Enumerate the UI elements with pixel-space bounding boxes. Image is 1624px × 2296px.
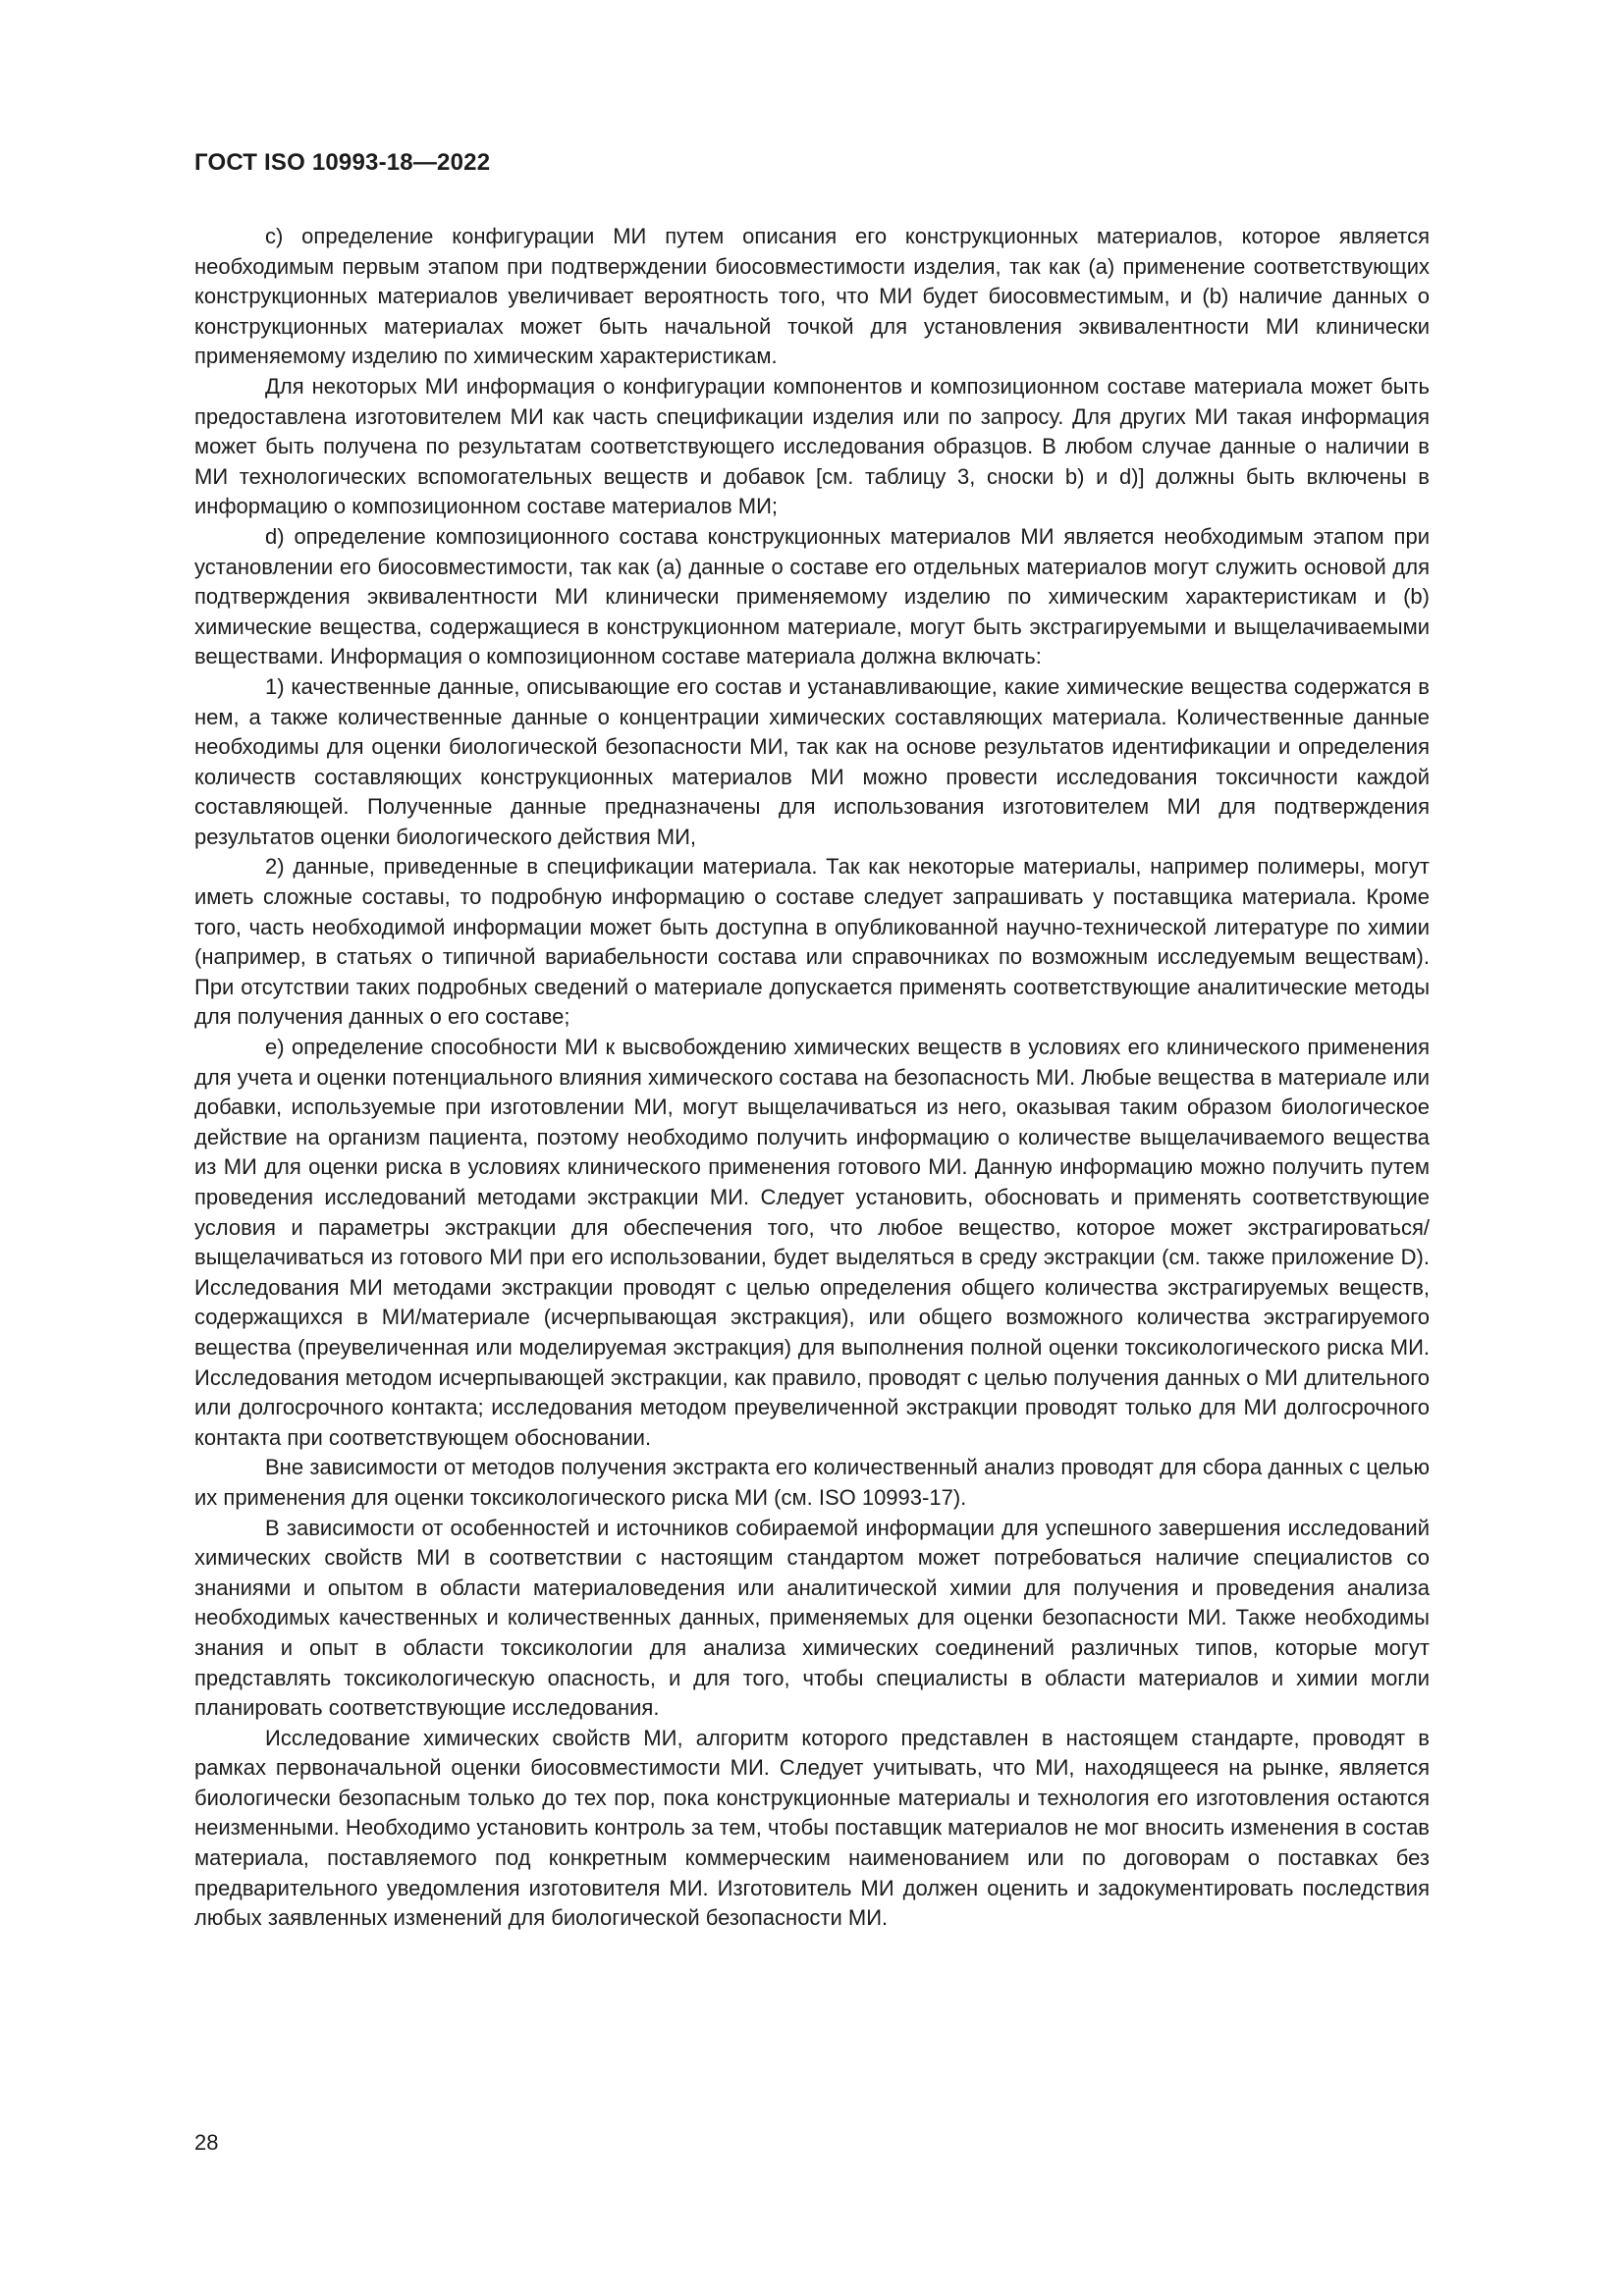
standard-header: ГОСТ ISO 10993-18—2022 bbox=[194, 149, 491, 176]
paragraph-manufacturer-info: Для некоторых МИ информация о конфигурации компонентов и композиционном составе материала может быть предоставлена изготовителем МИ как часть спецификации изделия или по запросу. Для других МИ такая информация может быть получена по результатам соответствующего исследования образцов. В любом случае данные о наличии в МИ технологических вспомогательных веществ и добавок [см. таблицу 3, сноски b) и d)] должны быть включены в информацию о композиционном составе материалов МИ; bbox=[194, 373, 1430, 519]
paragraph-subitem-2: 2) данные, приведенные в спецификации материала. Так как некоторые материалы, например полимеры, могут иметь сложные составы, то подробную информацию о составе следует запрашивать у поставщика материала. Кроме того, часть необходимой информации может быть доступна в опубликованной научно-технической литературе по химии (например, в статьях о типичной вариабельности состава или справочниках по возможным исследуемым веществам). При отсутствии таких подробных сведений о материале допускается применять соответствующие аналитические методы для получения данных о его составе; bbox=[194, 854, 1430, 1030]
paragraph-specialists: В зависимости от особенностей и источников собираемой информации для успешного завершения исследований химических свойств МИ в соответствии с настоящим стандартом может потребоваться наличие специалистов со знаниями и опытом в области материаловедения или аналитической химии для получения и проведения анализа необходимых качественных и количественных данных, применяемых для оценки безопасности МИ. Также необходимы знания и опыт в области токсикологии для анализа химических соединений различных типов, которые могут представлять токсикологическую опасность, и для того, чтобы специалисты в области материалов и химии могли планировать соответствующие исследования. bbox=[194, 1515, 1430, 1721]
paragraph-initial-assessment: Исследование химических свойств МИ, алгоритм которого представлен в настоящем стандарте, проводят в рамках первоначальной оценки биосовместимости МИ. Следует учитывать, что МИ, находящееся на рынке, является биологически безопасным только до тех пор, пока конструкционные материалы и технология его изготовления остаются неизменными. Необходимо установить контроль за тем, чтобы поставщик материалов не мог вносить изменения в состав материала, поставляемого под конкретным коммерческим наименованием или по договорам о поставках без предварительного уведомления изготовителя МИ. Изготовитель МИ должен оценить и задокументировать последствия любых заявленных изменений для биологической безопасности МИ. bbox=[194, 1725, 1430, 1931]
document-body bbox=[194, 222, 1430, 1934]
paragraph-item-e: e) определение способности МИ к высвобождению химических веществ в условиях его клинического применения для учета и оценки потенциального влияния химического состава на безопасность МИ. Любые вещества в материале или добавки, используемые при изготовлении МИ, могут выщелачиваться из него, оказывая таким образом биологическое действие на организм пациента, поэтому необходимо получить информацию о количестве выщелачиваемого вещества из МИ для оценки риска в условиях клинического применения готового МИ. Данную информацию можно получить путем проведения исследований методами экстракции МИ. Следует установить, обосновать и применять соответствующие условия и параметры экстракции для обеспечения того, что любое вещество, которое может экстрагироваться/выщелачиваться из готового МИ при его использовании, будет выделяться в среду экстракции (см. также приложение D). Исследования МИ методами экстракции проводят с целью определения общего количества экстрагируемых веществ, содержащихся в МИ/материале (исчерпывающая экстракция), или общего возможного количества экстрагируемого вещества (преувеличенная или моделируемая экстракция) для выполнения полной оценки токсикологического риска МИ. Исследования методом исчерпывающей экстракции, как правило, проводят с целью получения данных о МИ длительного или долгосрочного контакта; исследования методом преувеличенной экстракции проводят только для МИ долгосрочного контакта при соответствующем обосновании. bbox=[194, 1035, 1430, 1450]
paragraph-item-d: d) определение композиционного состава конструкционных материалов МИ является необходимым этапом при установлении его биосовместимости, так как (a) данные о составе его отдельных материалов могут служить основой для подтверждения эквивалентности МИ клинически применяемому изделию по химическим характеристикам и (b) химические вещества, содержащиеся в конструкционном материале, могут быть экстрагируемыми и выщелачиваемыми веществами. Информация о композиционном составе материала должна включать: bbox=[194, 523, 1430, 669]
paragraph-item-c: c) определение конфигурации МИ путем описания его конструкционных материалов, которое является необходимым первым этапом при подтверждении биосовместимости изделия, так как (a) применение соответствующих конструкционных материалов увеличивает вероятность того, что МИ будет биосовместимым, и (b) наличие данных о конструкционных материалах может быть начальной точкой для установления эквивалентности МИ клинически применяемому изделию по химическим характеристикам. bbox=[194, 224, 1430, 369]
paragraph-quantitative-analysis: Вне зависимости от методов получения экстракта его количественный анализ проводят для сбора данных с целью их применения для оценки токсикологического риска МИ (см. ISO 10993-17). bbox=[194, 1455, 1430, 1510]
paragraph-subitem-1: 1) качественные данные, описывающие его состав и устанавливающие, какие химические вещества содержатся в нем, а также количественные данные о концентрации химических составляющих материала. Количественные данные необходимы для оценки биологической безопасности МИ, так как на основе результатов идентификации и определения количеств составляющих конструкционных материалов МИ можно провести исследования токсичности каждой составляющей. Полученные данные предназначены для использования изготовителем МИ для подтверждения результатов оценки биологического действия МИ, bbox=[194, 673, 1430, 849]
page-number: 28 bbox=[194, 2130, 219, 2155]
